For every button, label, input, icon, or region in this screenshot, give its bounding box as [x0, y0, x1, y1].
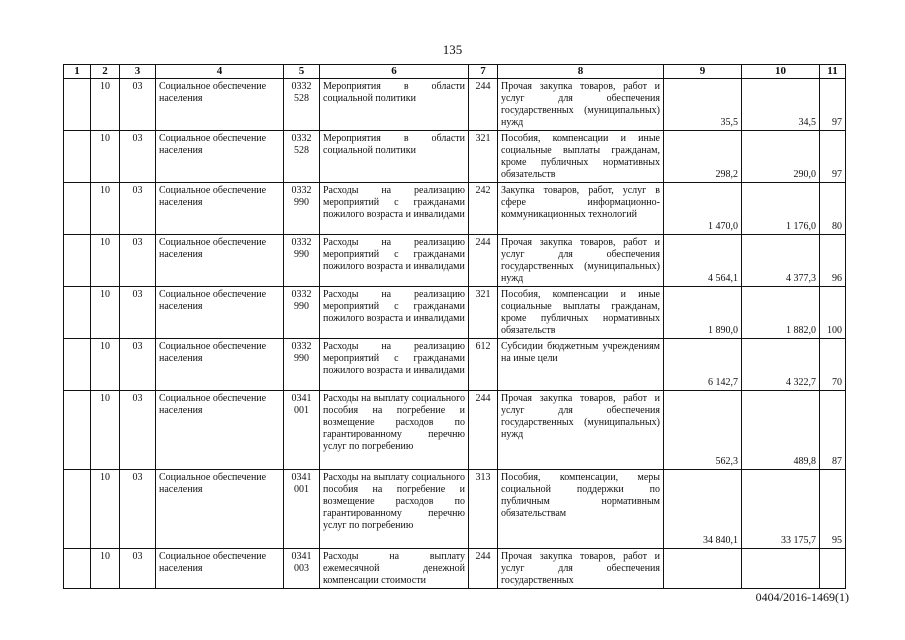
table-body — [64, 79, 846, 589]
table-header — [64, 65, 846, 79]
table-cell-col-10 — [742, 549, 820, 589]
header-cell-7: 7 — [469, 65, 498, 79]
header-cell-11: 11 — [820, 65, 846, 79]
header-row — [64, 65, 846, 79]
table-row — [64, 391, 846, 470]
table-cell-col-8: Субсидии бюджетным учреждениям на иные цели — [498, 339, 664, 391]
table-cell-col-5: 0332 528 — [284, 131, 320, 183]
table-cell-col-4: Социальное обеспечение населения — [156, 287, 284, 339]
table-cell-col-1 — [64, 339, 91, 391]
table-row — [64, 287, 846, 339]
table-cell-col-7: 313 — [469, 470, 498, 549]
table-cell-col-3: 03 — [120, 235, 156, 287]
table-cell-col-1 — [64, 287, 91, 339]
table-cell-col-11: 97 — [820, 131, 846, 183]
document-code: 0404/2016-1469(1) — [755, 590, 849, 604]
table-cell-col-11: 100 — [820, 287, 846, 339]
table-cell-col-3: 03 — [120, 183, 156, 235]
table-cell-col-8: Пособия, компенсации и иные социальные выплаты гражданам, кроме публичных нормативных обязательств — [498, 287, 664, 339]
table-cell-col-4: Социальное обеспечение населения — [156, 183, 284, 235]
table-row — [64, 131, 846, 183]
table-cell-col-6: Расходы на реализацию мероприятий с гражданами пожилого возраста и инвалидами — [320, 235, 469, 287]
table-cell-col-9 — [664, 549, 742, 589]
table-cell-col-8: Пособия, компенсации, меры социальной поддержки по публичным нормативным обязательствам — [498, 470, 664, 549]
table-cell-col-1 — [64, 549, 91, 589]
header-cell-10: 10 — [742, 65, 820, 79]
table-cell-col-3: 03 — [120, 287, 156, 339]
table-cell-col-9: 562,3 — [664, 391, 742, 470]
table-cell-col-2: 10 — [91, 391, 120, 470]
table-cell-col-9: 4 564,1 — [664, 235, 742, 287]
table-cell-col-7: 321 — [469, 287, 498, 339]
table-cell-col-3: 03 — [120, 391, 156, 470]
table-cell-col-10: 33 175,7 — [742, 470, 820, 549]
header-cell-3: 3 — [120, 65, 156, 79]
table-cell-col-6: Мероприятия в области социальной политики — [320, 131, 469, 183]
table-cell-col-8: Прочая закупка товаров, работ и услуг для обеспечения государственных (муниципальных) нужд — [498, 391, 664, 470]
table-cell-col-4: Социальное обеспечение населения — [156, 549, 284, 589]
table-cell-col-1 — [64, 235, 91, 287]
table-cell-col-5: 0341 003 — [284, 549, 320, 589]
budget-table — [63, 64, 846, 589]
table-cell-col-8: Прочая закупка товаров, работ и услуг для обеспечения государственных — [498, 549, 664, 589]
table-cell-col-5: 0341 001 — [284, 391, 320, 470]
page-number: 135 — [442, 42, 463, 57]
table-cell-col-8: Прочая закупка товаров, работ и услуг для обеспечения государственных (муниципальных) нужд — [498, 79, 664, 131]
table-cell-col-5: 0332 990 — [284, 339, 320, 391]
table-cell-col-9: 34 840,1 — [664, 470, 742, 549]
table-row — [64, 549, 846, 589]
table-cell-col-6: Расходы на реализацию мероприятий с гражданами пожилого возраста и инвалидами — [320, 183, 469, 235]
table-cell-col-2: 10 — [91, 287, 120, 339]
table-cell-col-7: 321 — [469, 131, 498, 183]
table-cell-col-1 — [64, 131, 91, 183]
table-row — [64, 470, 846, 549]
table-cell-col-8: Закупка товаров, работ, услуг в сфере информационно-коммуникационных технологий — [498, 183, 664, 235]
table-cell-col-3: 03 — [120, 339, 156, 391]
table-cell-col-3: 03 — [120, 131, 156, 183]
table-cell-col-4: Социальное обеспечение населения — [156, 235, 284, 287]
table-cell-col-7: 612 — [469, 339, 498, 391]
table-cell-col-6: Расходы на реализацию мероприятий с гражданами пожилого возраста и инвалидами — [320, 287, 469, 339]
table-cell-col-10: 4 322,7 — [742, 339, 820, 391]
table-cell-col-5: 0332 990 — [284, 235, 320, 287]
table-cell-col-10: 489,8 — [742, 391, 820, 470]
table-cell-col-10: 34,5 — [742, 79, 820, 131]
table-cell-col-11 — [820, 549, 846, 589]
table-cell-col-3: 03 — [120, 79, 156, 131]
table-cell-col-9: 6 142,7 — [664, 339, 742, 391]
table-cell-col-7: 244 — [469, 79, 498, 131]
table-cell-col-9: 298,2 — [664, 131, 742, 183]
table-cell-col-3: 03 — [120, 470, 156, 549]
table-cell-col-4: Социальное обеспечение населения — [156, 131, 284, 183]
table-cell-col-11: 97 — [820, 79, 846, 131]
table-cell-col-3: 03 — [120, 549, 156, 589]
table-cell-col-2: 10 — [91, 131, 120, 183]
table-cell-col-2: 10 — [91, 470, 120, 549]
table-row — [64, 235, 846, 287]
table-cell-col-6: Расходы на выплату социального пособия на погребение и возмещение расходов по гарантированному перечню услуг по погребению — [320, 391, 469, 470]
table-cell-col-2: 10 — [91, 79, 120, 131]
table-cell-col-2: 10 — [91, 235, 120, 287]
table-cell-col-11: 95 — [820, 470, 846, 549]
header-cell-2: 2 — [91, 65, 120, 79]
table-cell-col-11: 80 — [820, 183, 846, 235]
table-cell-col-1 — [64, 391, 91, 470]
table-cell-col-10: 1 176,0 — [742, 183, 820, 235]
table-cell-col-2: 10 — [91, 339, 120, 391]
header-cell-8: 8 — [498, 65, 664, 79]
header-cell-9: 9 — [664, 65, 742, 79]
table-cell-col-5: 0332 528 — [284, 79, 320, 131]
table-cell-col-5: 0332 990 — [284, 183, 320, 235]
table-cell-col-2: 10 — [91, 183, 120, 235]
table-cell-col-8: Прочая закупка товаров, работ и услуг для обеспечения государственных (муниципальных) нужд — [498, 235, 664, 287]
table-cell-col-7: 244 — [469, 549, 498, 589]
table-cell-col-4: Социальное обеспечение населения — [156, 470, 284, 549]
table-cell-col-11: 87 — [820, 391, 846, 470]
table-cell-col-4: Социальное обеспечение населения — [156, 79, 284, 131]
table-cell-col-10: 290,0 — [742, 131, 820, 183]
table-cell-col-9: 1 470,0 — [664, 183, 742, 235]
table-row — [64, 79, 846, 131]
table-cell-col-7: 244 — [469, 235, 498, 287]
table-cell-col-1 — [64, 183, 91, 235]
header-cell-5: 5 — [284, 65, 320, 79]
table-cell-col-9: 1 890,0 — [664, 287, 742, 339]
table-cell-col-8: Пособия, компенсации и иные социальные выплаты гражданам, кроме публичных нормативных обязательств — [498, 131, 664, 183]
table-cell-col-9: 35,5 — [664, 79, 742, 131]
table-cell-col-4: Социальное обеспечение населения — [156, 339, 284, 391]
table-cell-col-10: 1 882,0 — [742, 287, 820, 339]
table-row — [64, 183, 846, 235]
table-cell-col-2: 10 — [91, 549, 120, 589]
table-cell-col-6: Расходы на выплату социального пособия на погребение и возмещение расходов по гарантированному перечню услуг по погребению — [320, 470, 469, 549]
table-cell-col-10: 4 377,3 — [742, 235, 820, 287]
table-cell-col-1 — [64, 470, 91, 549]
header-cell-1: 1 — [64, 65, 91, 79]
table-cell-col-5: 0332 990 — [284, 287, 320, 339]
table-cell-col-4: Социальное обеспечение населения — [156, 391, 284, 470]
table-cell-col-11: 70 — [820, 339, 846, 391]
table-row — [64, 339, 846, 391]
table-cell-col-6: Расходы на выплату ежемесячной денежной компенсации стоимости — [320, 549, 469, 589]
table-cell-col-11: 96 — [820, 235, 846, 287]
table-cell-col-6: Мероприятия в области социальной политики — [320, 79, 469, 131]
table-cell-col-5: 0341 001 — [284, 470, 320, 549]
header-cell-6: 6 — [320, 65, 469, 79]
table-cell-col-1 — [64, 79, 91, 131]
header-cell-4: 4 — [156, 65, 284, 79]
table-cell-col-7: 244 — [469, 391, 498, 470]
table-cell-col-6: Расходы на реализацию мероприятий с гражданами пожилого возраста и инвалидами — [320, 339, 469, 391]
table-cell-col-7: 242 — [469, 183, 498, 235]
